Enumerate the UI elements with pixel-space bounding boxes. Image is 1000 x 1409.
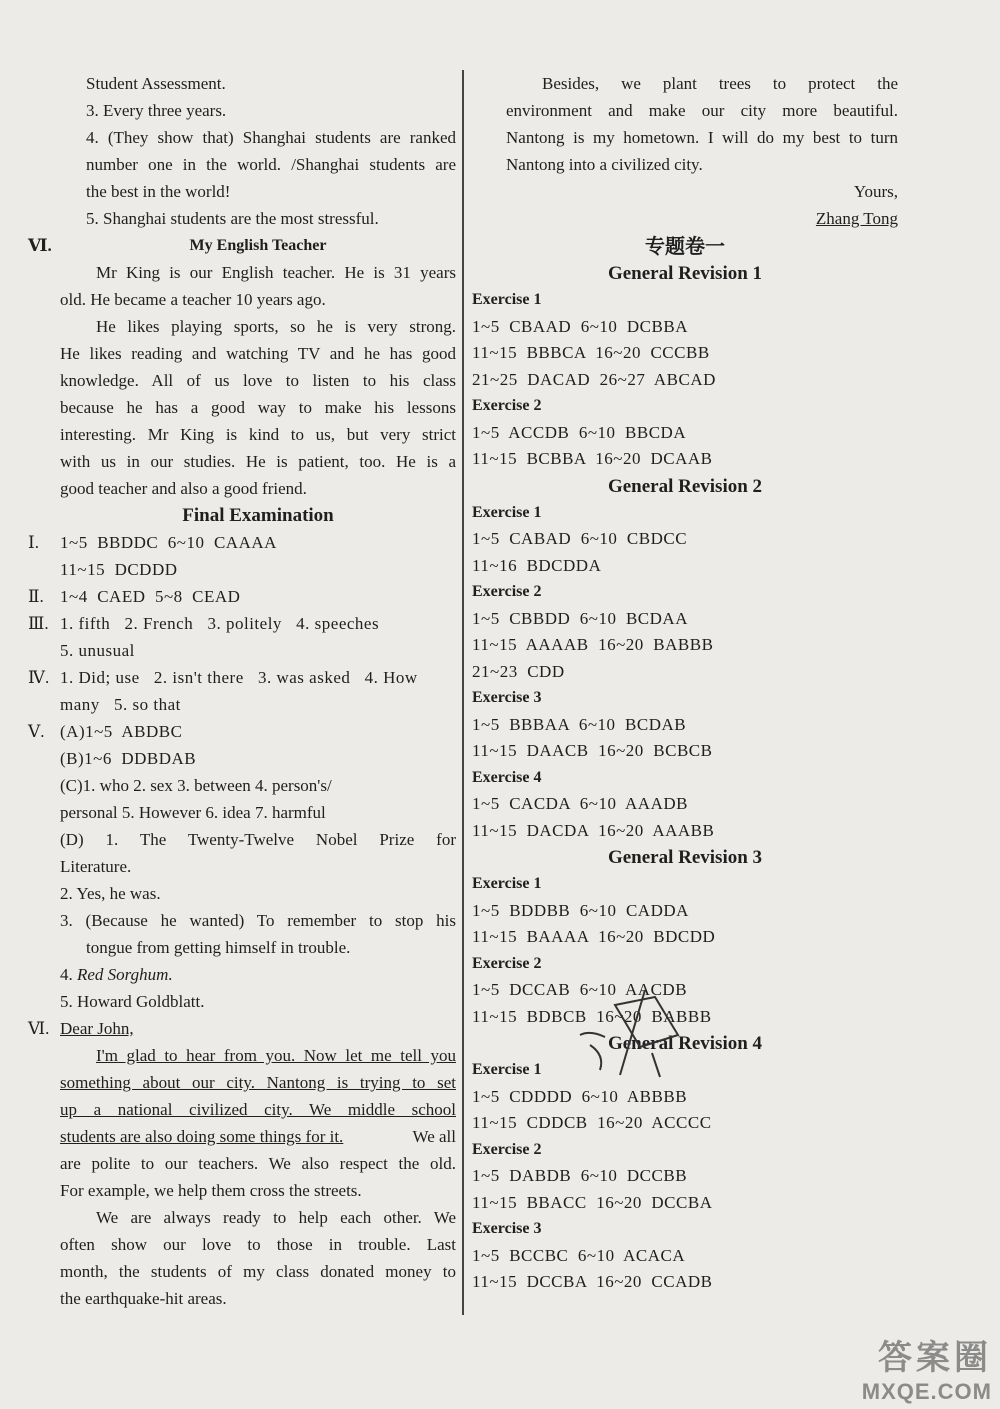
letter-line: I'm glad to hear from you. Now let me tell you [96,1046,456,1065]
answer-line: 1~5 CDDDD 6~10 ABBBB [472,1086,688,1106]
answer-line: 11~15 CDDCB 16~20 ACCCC [472,1113,712,1132]
letter-line: often show our love to those in trouble. Last [60,1235,456,1254]
left-column [28,70,456,1312]
letter-line: the earthquake-hit areas. [60,1289,227,1308]
exercise-label: Exercise 3 [472,1220,542,1237]
letter-greeting: Dear John, [60,1019,134,1038]
answer-text: (B)1~6 DDBDAB [60,749,197,768]
answer-line: 11~15 BBACC 16~20 DCCBA [472,1192,713,1212]
letter-signature: Zhang Tong [815,209,898,228]
answer-line [60,691,456,718]
essay-heading [28,232,456,259]
letter-line: up a national civilized city. We middle school [60,1100,456,1119]
letter-line: Nantong into a civilized city. [506,155,703,174]
exercise-label: Exercise 2 [472,954,542,972]
paragraph-line: old. He became a teacher 10 years ago. [60,290,326,309]
essay-title: My English Teacher [189,237,327,254]
text-line: 5. Shanghai students are the most stressful. [86,209,379,228]
letter-line [60,1123,456,1150]
answer-line: 1~5 ACCDB 6~10 BBCDA [472,422,687,442]
letter-line: For example, we help them cross the streets. [60,1181,362,1200]
section-number: Ⅵ. [28,1019,50,1038]
column-divider [462,70,464,1315]
letter-line: are polite to our teachers. We also respect the old. [60,1154,456,1173]
answer-line: 21~25 DACAD 26~27 ABCAD [472,369,716,389]
section-number: Ⅰ. [28,533,39,552]
answer-line [60,745,456,772]
paragraph-line: He likes reading and watching TV and he has good [60,344,456,363]
revisions [472,260,898,1296]
answer-line: 1~5 DCCAB 6~10 AACDB [472,980,688,999]
answer-line: 5. Howard Goldblatt. [60,992,205,1011]
answer-line [60,556,456,583]
answer-line: 1~5 CBAAD 6~10 DCBBA [472,316,688,336]
answer-line: Literature. [60,857,132,876]
section-number: Ⅳ. [28,668,50,687]
letter-closing: Yours, [853,182,898,201]
letter-line: month, the students of my class donated money to [60,1262,456,1281]
answer-line: 11~15 DCCBA 16~20 CCADB [472,1272,713,1291]
letter-text: students are also doing some things for it. [60,1127,344,1146]
answer-line: 1~5 BDDBB 6~10 CADDA [472,900,689,920]
exercise-label: Exercise 4 [472,768,542,786]
watermark-logo: 答案圈 [878,1339,992,1377]
exercise-label: Exercise 2 [472,397,542,414]
answer-line: (D) 1. The Twenty-Twelve Nobel Prize for [60,830,456,849]
answer-text: 1~5 BBDDC 6~10 CAAAA [60,533,277,552]
paragraph-line: Mr King is our English teacher. He is 31 years [96,263,456,282]
answer-text: Red Sorghum. [77,965,173,984]
section-number: Ⅱ. [28,587,44,606]
letter-line: environment and make our city more beautiful. [506,101,898,120]
exercise-label: Exercise 2 [472,1140,542,1158]
text-line: 4. (They show that) Shanghai students are ranked [86,128,456,147]
section-number: Ⅲ. [28,614,49,633]
answer-line: 1~5 CBBDD 6~10 BCDAA [472,608,688,628]
letter-greeting-line [28,1015,456,1042]
answer-text: 1. fifth 2. French 3. politely 4. speeches [60,614,380,633]
answer-line [28,718,456,745]
answer-line: 1~5 DABDB 6~10 DCCBB [472,1166,688,1185]
stamp-scribble [560,975,700,1095]
exercise-label: Exercise 1 [472,1061,542,1078]
letter-line: Nantong is my hometown. I will do my best to turn [506,128,898,147]
answer-line [28,610,456,637]
section-title: 专题卷一 [645,234,725,258]
answer-line: tongue from getting himself in trouble. [86,938,351,957]
answer-line: 11~16 BDCDDA [472,555,602,575]
answer-line: 1~5 CACDA 6~10 AAADB [472,794,688,813]
paragraph-line: He likes playing sports, so he is very strong. [96,317,456,336]
answer-line: 21~23 CDD [472,661,565,681]
answer-text: 11~15 DCDDD [60,560,178,579]
item-number: 4. [60,965,77,984]
answer-text: 5. unusual [60,641,135,660]
text-line: number one in the world. /Shanghai students are [86,155,456,174]
paragraph-line: with us in our studies. He is patient, too. He is a [60,452,456,471]
answer-text: 1~4 CAED 5~8 CEAD [60,587,241,606]
answer-line: 11~15 BAAAA 16~20 BDCDD [472,927,716,946]
text-line: Student Assessment. [86,74,226,93]
text-line: 3. Every three years. [86,101,227,120]
letter-line: something about our city. Nantong is trying to set [60,1073,456,1092]
exercise-label: Exercise 2 [472,583,542,600]
section-number: Ⅵ. [28,236,52,255]
revision-title: General Revision 1 [607,263,763,284]
revision-title: General Revision 4 [607,1033,763,1054]
revision-title: General Revision 2 [607,475,763,497]
exercise-label: Exercise 1 [472,875,542,892]
exercise-label: Exercise 1 [472,503,542,521]
letter-signature-line [472,205,898,232]
right-column [472,70,898,1296]
answer-line: 1~5 CABAD 6~10 CBDCC [472,529,688,548]
answer-line: personal 5. However 6. idea 7. harmful [60,803,326,822]
exercise-label: Exercise 3 [472,689,542,706]
text-line: the best in the world! [86,182,231,201]
paragraph-line: good teacher and also a good friend. [60,479,307,498]
paragraph-line: interesting. Mr King is kind to us, but very strict [60,425,456,444]
answer-line: 2. Yes, he was. [60,884,161,903]
section-number: Ⅴ. [28,722,45,741]
revision-title: General Revision 3 [607,847,763,868]
watermark-url: MXQE.COM [861,1379,992,1404]
answer-line: 11~15 BCBBA 16~20 DCAAB [472,449,713,468]
answer-line: 3. (Because he wanted) To remember to stop his [60,911,456,930]
answer-line [28,664,456,691]
answer-text: many 5. so that [60,695,181,714]
answer-line: 11~15 DACDA 16~20 AAABB [472,820,715,840]
letter-line: Besides, we plant trees to protect the [542,74,898,93]
answer-line: 11~15 DAACB 16~20 BCBCB [472,741,713,760]
answer-line: (C)1. who 2. sex 3. between 4. person's/ [60,776,332,795]
answer-line: 1~5 BBBAA 6~10 BCDAB [472,714,687,734]
letter-line: We are always ready to help each other. We [96,1208,456,1227]
answer-line: 11~15 BBBCA 16~20 CCCBB [472,343,710,362]
answer-line [28,529,456,556]
answer-line [28,583,456,610]
answer-line [60,637,456,664]
letter-text: We all [412,1127,456,1146]
watermark [862,1330,992,1405]
answer-line: 11~15 BDBCB 16~20 BABBB [472,1006,712,1026]
answer-line: 11~15 AAAAB 16~20 BABBB [472,635,714,654]
final-exam-title: Final Examination [182,505,334,526]
answer-text: 1. Did; use 2. isn't there 3. was asked 4. How [60,668,418,687]
answer-text: (A)1~5 ABDBC [60,722,183,741]
answer-line [60,961,456,988]
answer-line: 1~5 BCCBC 6~10 ACACA [472,1245,686,1265]
paragraph-line: because he has a good way to make his lessons [60,398,456,417]
exercise-label: Exercise 1 [472,291,542,308]
paragraph-line: knowledge. All of us love to listen to his class [60,371,456,390]
